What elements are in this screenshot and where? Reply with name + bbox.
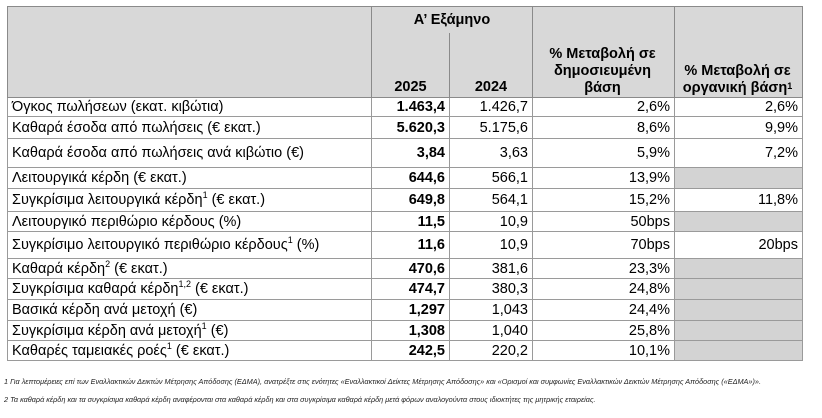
change-reported: 23,3% (533, 259, 675, 279)
change-reported: 25,8% (533, 321, 675, 341)
row-label: Καθαρά έσοδα από πωλήσεις (€ εκατ.) (8, 117, 372, 139)
change-reported: 24,8% (533, 279, 675, 300)
value-2025: 474,7 (372, 279, 450, 300)
table-row (8, 189, 803, 212)
row-label: Λειτουργικό περιθώριο κέρδους (%) (8, 212, 372, 232)
table-row (8, 279, 803, 300)
financial-table-container (7, 6, 803, 361)
row-label: Όγκος πωλήσεων (εκατ. κιβώτια) (8, 98, 372, 117)
table-row (8, 259, 803, 279)
row-label: Καθαρές ταμειακές ροές$^1$ (€ εκατ.) (8, 341, 372, 361)
year-2024-header: 2024 (450, 33, 533, 98)
change-reported: 5,9% (533, 139, 675, 168)
row-label: Συγκρίσιμα λειτουργικά κέρδη$^1$ (€ εκατ.) (8, 189, 372, 212)
change-organic (675, 321, 803, 341)
footnote-2: 2 Τα καθαρά κέρδη και τα συγκρίσιμα καθαρά κέρδη αναφέρονται στα καθαρά κέρδη και στα συγκρίσιμα καθαρά κέρδη μετά φόρων αναλογούντα στους ιδιοκτήτες της μητρικής εταιρείας. (4, 395, 596, 404)
value-2024: 220,2 (450, 341, 533, 361)
value-2025: 1,308 (372, 321, 450, 341)
header-row-period (8, 7, 803, 34)
table-row (8, 139, 803, 168)
period-header: Α’ Εξάμηνο (372, 7, 533, 34)
change-reported: 2,6% (533, 98, 675, 117)
change-reported-header: % Μεταβολή σε δημοσιευμένη βάση (533, 33, 675, 98)
change-reported: 15,2% (533, 189, 675, 212)
year-2025-header: 2025 (372, 33, 450, 98)
value-2025: 649,8 (372, 189, 450, 212)
change-organic-header: % Μεταβολή σε οργανική βάση$^1$ (675, 33, 803, 98)
row-label: Συγκρίσιμο λειτουργικό περιθώριο κέρδους$^1$ (%) (8, 232, 372, 259)
row-label: Καθαρά κέρδη$^2$ (€ εκατ.) (8, 259, 372, 279)
row-label: Λειτουργικά κέρδη (€ εκατ.) (8, 168, 372, 189)
value-2024: 380,3 (450, 279, 533, 300)
change-organic (675, 300, 803, 321)
value-2024: 10,9 (450, 232, 533, 259)
change-organic: 9,9% (675, 117, 803, 139)
table-row (8, 232, 803, 259)
change-organic (675, 279, 803, 300)
footnote-1: 1 Για λεπτομέρειες επί των Εναλλακτικών Δεικτών Μέτρησης Απόδοσης (ΕΔΜΑ), ανατρέξτε στις ενότητες «Εναλλακτικοί Δείκτες Μέτρησης Απόδοσης» και «Ορισμοί και συμφωνίες Εναλλακτικών Δεικτών Μέτρησης Απόδοσης («ΕΔΜΑ»)». (4, 377, 761, 386)
table-row (8, 117, 803, 139)
value-2024: 566,1 (450, 168, 533, 189)
value-2024: 1,040 (450, 321, 533, 341)
value-2024: 1,043 (450, 300, 533, 321)
value-2025: 242,5 (372, 341, 450, 361)
table-row (8, 212, 803, 232)
table-row (8, 168, 803, 189)
change-reported: 8,6% (533, 117, 675, 139)
table-row (8, 321, 803, 341)
change-organic: 2,6% (675, 98, 803, 117)
table-row (8, 98, 803, 117)
value-2025: 3,84 (372, 139, 450, 168)
value-2025: 11,6 (372, 232, 450, 259)
value-2025: 1.463,4 (372, 98, 450, 117)
change-organic (675, 259, 803, 279)
change-organic: 11,8% (675, 189, 803, 212)
row-label: Καθαρά έσοδα από πωλήσεις ανά κιβώτιο (€) (8, 139, 372, 168)
change-reported: 24,4% (533, 300, 675, 321)
value-2024: 3,63 (450, 139, 533, 168)
change-reported: 13,9% (533, 168, 675, 189)
header-row-columns (8, 33, 803, 98)
change-reported: 70bps (533, 232, 675, 259)
change-reported: 10,1% (533, 341, 675, 361)
table-row (8, 341, 803, 361)
value-2025: 11,5 (372, 212, 450, 232)
table-row (8, 300, 803, 321)
change-organic: 20bps (675, 232, 803, 259)
value-2024: 1.426,7 (450, 98, 533, 117)
value-2024: 381,6 (450, 259, 533, 279)
change-organic (675, 168, 803, 189)
value-2025: 470,6 (372, 259, 450, 279)
row-label: Συγκρίσιμα καθαρά κέρδη$^{1,2}$ (€ εκατ.) (8, 279, 372, 300)
value-2025: 644,6 (372, 168, 450, 189)
value-2025: 5.620,3 (372, 117, 450, 139)
value-2024: 564,1 (450, 189, 533, 212)
change-organic (675, 341, 803, 361)
value-2024: 5.175,6 (450, 117, 533, 139)
change-organic: 7,2% (675, 139, 803, 168)
row-label: Βασικά κέρδη ανά μετοχή (€) (8, 300, 372, 321)
change-organic (675, 212, 803, 232)
change-reported: 50bps (533, 212, 675, 232)
row-label: Συγκρίσιμα κέρδη ανά μετοχή$^1$ (€) (8, 321, 372, 341)
value-2025: 1,297 (372, 300, 450, 321)
financial-results-table (7, 6, 803, 361)
value-2024: 10,9 (450, 212, 533, 232)
